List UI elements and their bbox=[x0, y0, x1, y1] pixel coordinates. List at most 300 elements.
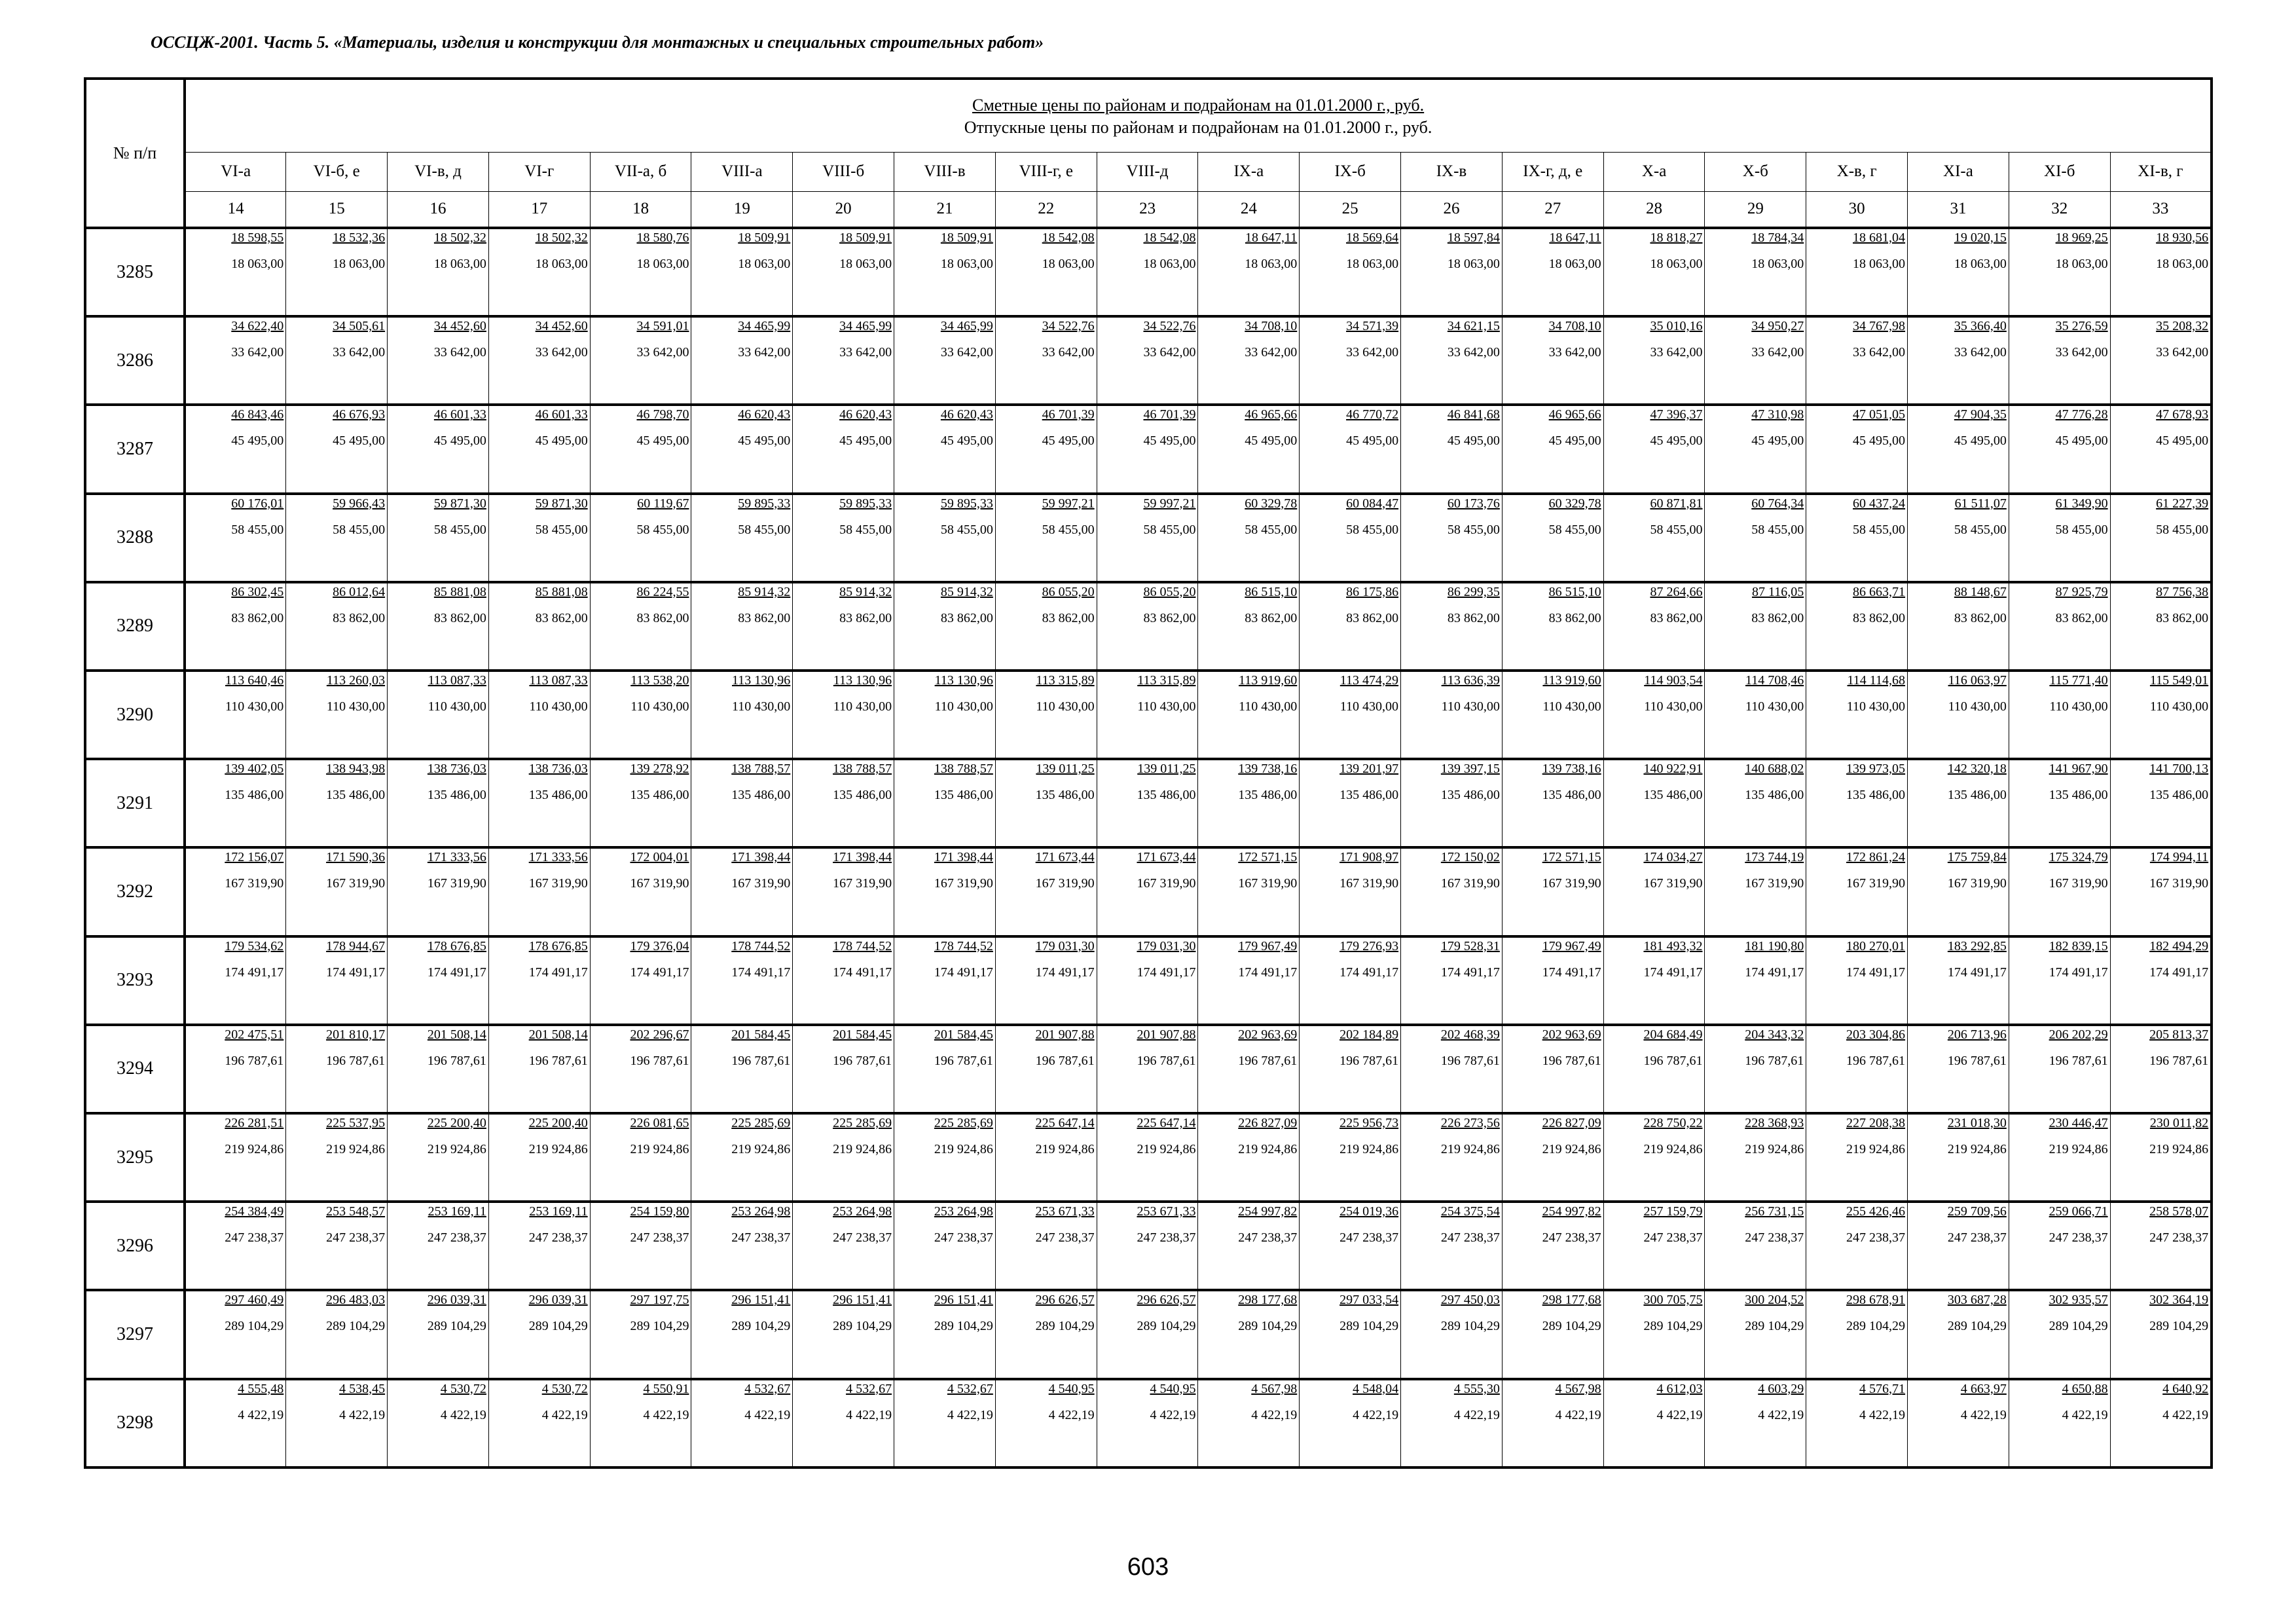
column-label: VI-а bbox=[185, 152, 286, 191]
release-price: 135 486,00 bbox=[1745, 788, 1804, 803]
price-cell bbox=[388, 405, 489, 493]
price-cell bbox=[590, 936, 691, 1025]
column-label: VI-б, е bbox=[286, 152, 388, 191]
estimate-price: 4 540,95 bbox=[1048, 1381, 1095, 1396]
price-cell bbox=[488, 316, 590, 405]
release-price: 110 430,00 bbox=[529, 699, 588, 714]
estimate-price: 172 861,24 bbox=[1846, 850, 1906, 865]
estimate-price: 258 578,07 bbox=[2149, 1204, 2209, 1219]
estimate-price: 202 963,69 bbox=[1542, 1027, 1601, 1042]
estimate-price: 171 673,44 bbox=[1137, 850, 1196, 865]
estimate-price: 254 997,82 bbox=[1542, 1204, 1601, 1219]
estimate-price: 87 116,05 bbox=[1751, 584, 1804, 599]
price-cell bbox=[1908, 1290, 2009, 1378]
release-price: 289 104,29 bbox=[326, 1319, 386, 1334]
table-row bbox=[85, 1113, 2212, 1202]
price-cell bbox=[1705, 316, 1806, 405]
release-price: 174 491,17 bbox=[225, 965, 284, 980]
estimate-price: 34 452,60 bbox=[535, 319, 588, 334]
price-cell bbox=[185, 494, 286, 582]
estimate-price: 298 177,68 bbox=[1238, 1293, 1298, 1308]
column-label: XI-в, г bbox=[2110, 152, 2212, 191]
column-number: 22 bbox=[995, 191, 1097, 228]
release-price: 247 238,37 bbox=[326, 1230, 386, 1246]
price-cell bbox=[2009, 582, 2110, 671]
estimate-price: 204 684,49 bbox=[1643, 1027, 1703, 1042]
release-price: 110 430,00 bbox=[732, 699, 791, 714]
release-price: 174 491,17 bbox=[934, 965, 993, 980]
price-cell bbox=[1908, 1113, 2009, 1202]
release-price: 18 063,00 bbox=[1751, 257, 1804, 271]
release-price: 135 486,00 bbox=[1137, 788, 1196, 803]
price-cell bbox=[590, 759, 691, 847]
estimate-price: 181 493,32 bbox=[1643, 938, 1703, 953]
price-table bbox=[84, 77, 2213, 1469]
release-price: 219 924,86 bbox=[528, 1142, 588, 1157]
price-cell bbox=[1300, 759, 1401, 847]
release-price: 135 486,00 bbox=[1035, 788, 1095, 803]
price-cell bbox=[286, 582, 388, 671]
column-number: 29 bbox=[1705, 191, 1806, 228]
release-price: 247 238,37 bbox=[2149, 1230, 2209, 1246]
estimate-price: 259 066,71 bbox=[2049, 1204, 2108, 1219]
price-cell bbox=[185, 316, 286, 405]
price-cell bbox=[793, 1113, 894, 1202]
price-cell bbox=[1806, 1113, 1908, 1202]
release-price: 45 495,00 bbox=[2055, 434, 2108, 449]
estimate-price: 113 474,29 bbox=[1339, 673, 1399, 688]
release-price: 110 430,00 bbox=[833, 699, 892, 714]
estimate-price: 4 530,72 bbox=[541, 1381, 588, 1396]
estimate-price: 253 671,33 bbox=[1137, 1204, 1196, 1219]
release-price: 33 642,00 bbox=[636, 345, 689, 360]
estimate-price: 4 650,88 bbox=[2062, 1381, 2108, 1396]
price-cell bbox=[1401, 936, 1503, 1025]
price-cell bbox=[1806, 316, 1908, 405]
column-label: VI-г bbox=[488, 152, 590, 191]
price-cell bbox=[1502, 1113, 1603, 1202]
column-number: 25 bbox=[1300, 191, 1401, 228]
price-cell bbox=[1300, 1202, 1401, 1290]
release-price: 196 787,61 bbox=[833, 1053, 892, 1068]
estimate-price: 18 580,76 bbox=[636, 231, 689, 245]
release-price: 83 862,00 bbox=[535, 610, 588, 625]
price-cell bbox=[1300, 228, 1401, 316]
release-price: 18 063,00 bbox=[1245, 257, 1298, 271]
price-cell bbox=[1806, 936, 1908, 1025]
release-price: 45 495,00 bbox=[839, 434, 892, 449]
price-cell bbox=[388, 1113, 489, 1202]
estimate-price: 202 475,51 bbox=[225, 1027, 284, 1042]
estimate-price: 59 997,21 bbox=[1042, 496, 1095, 511]
release-price: 167 319,90 bbox=[833, 876, 892, 891]
release-price: 58 455,00 bbox=[839, 522, 892, 537]
estimate-price: 4 663,97 bbox=[1960, 1381, 2007, 1396]
price-cell bbox=[185, 1379, 286, 1467]
release-price: 83 862,00 bbox=[2055, 610, 2108, 625]
release-price: 174 491,17 bbox=[1542, 965, 1601, 980]
release-price: 4 422,19 bbox=[1048, 1407, 1095, 1422]
price-cell bbox=[185, 847, 286, 936]
release-price: 196 787,61 bbox=[1947, 1053, 2007, 1068]
estimate-price: 178 744,52 bbox=[934, 938, 993, 953]
column-label: X-в, г bbox=[1806, 152, 1908, 191]
price-cell bbox=[1806, 405, 1908, 493]
price-cell bbox=[1300, 936, 1401, 1025]
estimate-price: 181 190,80 bbox=[1745, 938, 1804, 953]
release-price: 135 486,00 bbox=[934, 788, 993, 803]
price-cell bbox=[2009, 1379, 2110, 1467]
price-cell bbox=[388, 936, 489, 1025]
price-cell bbox=[1198, 1379, 1300, 1467]
estimate-price: 46 843,46 bbox=[231, 407, 284, 422]
price-cell bbox=[1603, 671, 1705, 759]
release-price: 58 455,00 bbox=[1954, 522, 2007, 537]
table-row bbox=[85, 1379, 2212, 1467]
price-cell bbox=[1502, 1202, 1603, 1290]
release-price: 18 063,00 bbox=[333, 257, 386, 271]
estimate-price: 88 148,67 bbox=[1954, 584, 2007, 599]
price-cell bbox=[995, 847, 1097, 936]
estimate-price: 18 509,91 bbox=[940, 231, 993, 245]
release-price: 83 862,00 bbox=[940, 610, 993, 625]
estimate-price: 47 051,05 bbox=[1853, 407, 1906, 422]
release-price: 33 642,00 bbox=[940, 345, 993, 360]
estimate-price: 296 151,41 bbox=[833, 1293, 892, 1308]
release-price: 58 455,00 bbox=[636, 522, 689, 537]
release-price: 18 063,00 bbox=[1042, 257, 1095, 271]
release-price: 174 491,17 bbox=[1137, 965, 1196, 980]
estimate-price: 4 567,98 bbox=[1555, 1381, 1601, 1396]
price-cell bbox=[388, 316, 489, 405]
estimate-price: 86 302,45 bbox=[231, 584, 284, 599]
price-cell bbox=[1603, 582, 1705, 671]
estimate-price: 4 612,03 bbox=[1656, 1381, 1703, 1396]
price-cell bbox=[1198, 1290, 1300, 1378]
row-number: 3289 bbox=[85, 582, 185, 671]
estimate-price: 34 622,40 bbox=[231, 319, 284, 334]
estimate-price: 116 063,97 bbox=[1948, 673, 2007, 688]
price-cell bbox=[2110, 847, 2212, 936]
estimate-price: 225 647,14 bbox=[1137, 1116, 1196, 1131]
release-price: 167 319,90 bbox=[225, 876, 284, 891]
release-price: 289 104,29 bbox=[1339, 1319, 1399, 1334]
row-number: 3288 bbox=[85, 494, 185, 582]
release-price: 18 063,00 bbox=[1650, 257, 1703, 271]
price-cell bbox=[793, 936, 894, 1025]
release-price: 174 491,17 bbox=[2049, 965, 2108, 980]
estimate-price: 139 397,15 bbox=[1440, 762, 1500, 777]
price-cell bbox=[793, 405, 894, 493]
price-cell bbox=[1198, 405, 1300, 493]
price-cell bbox=[2110, 1290, 2212, 1378]
estimate-price: 46 770,72 bbox=[1346, 407, 1399, 422]
release-price: 58 455,00 bbox=[1853, 522, 1906, 537]
estimate-price: 113 130,96 bbox=[934, 673, 993, 688]
estimate-price: 34 522,76 bbox=[1042, 319, 1095, 334]
column-label: VIII-д bbox=[1097, 152, 1198, 191]
release-price: 45 495,00 bbox=[333, 434, 386, 449]
estimate-price: 138 736,03 bbox=[528, 762, 588, 777]
release-price: 45 495,00 bbox=[433, 434, 486, 449]
price-cell bbox=[995, 582, 1097, 671]
price-cell bbox=[2009, 847, 2110, 936]
row-number-header: № п/п bbox=[85, 79, 185, 228]
release-price: 33 642,00 bbox=[1447, 345, 1500, 360]
release-price: 247 238,37 bbox=[1745, 1230, 1804, 1246]
release-price: 110 430,00 bbox=[1137, 699, 1196, 714]
estimate-price: 47 310,98 bbox=[1751, 407, 1804, 422]
release-price: 174 491,17 bbox=[833, 965, 892, 980]
price-cell bbox=[488, 1202, 590, 1290]
estimate-price: 4 555,48 bbox=[238, 1381, 284, 1396]
estimate-price: 231 018,30 bbox=[1947, 1116, 2007, 1131]
release-price: 110 430,00 bbox=[1948, 699, 2007, 714]
estimate-price: 60 329,78 bbox=[1245, 496, 1298, 511]
estimate-price: 202 468,39 bbox=[1440, 1027, 1500, 1042]
release-price: 4 422,19 bbox=[1453, 1407, 1500, 1422]
price-cell bbox=[388, 1379, 489, 1467]
estimate-price: 4 555,30 bbox=[1453, 1381, 1500, 1396]
release-price: 174 491,17 bbox=[528, 965, 588, 980]
estimate-price: 225 285,69 bbox=[833, 1116, 892, 1131]
price-cell bbox=[1705, 1202, 1806, 1290]
price-cell bbox=[894, 405, 996, 493]
release-price: 289 104,29 bbox=[1643, 1319, 1703, 1334]
price-cell bbox=[691, 494, 793, 582]
estimate-price: 18 647,11 bbox=[1245, 231, 1298, 245]
estimate-price: 203 304,86 bbox=[1846, 1027, 1906, 1042]
estimate-price: 296 039,31 bbox=[427, 1293, 486, 1308]
release-price: 219 924,86 bbox=[1137, 1142, 1196, 1157]
price-cell bbox=[388, 847, 489, 936]
price-cell bbox=[691, 316, 793, 405]
estimate-price: 171 333,56 bbox=[528, 850, 588, 865]
release-price: 4 422,19 bbox=[238, 1407, 284, 1422]
estimate-price: 4 550,91 bbox=[643, 1381, 689, 1396]
estimate-price: 18 818,27 bbox=[1650, 231, 1703, 245]
price-cell bbox=[793, 228, 894, 316]
price-cell bbox=[1300, 1290, 1401, 1378]
estimate-price: 60 329,78 bbox=[1548, 496, 1601, 511]
estimate-price: 230 011,82 bbox=[2149, 1116, 2209, 1131]
estimate-price: 253 264,98 bbox=[934, 1204, 993, 1219]
release-price: 58 455,00 bbox=[333, 522, 386, 537]
release-price: 289 104,29 bbox=[427, 1319, 486, 1334]
estimate-price: 34 571,39 bbox=[1346, 319, 1399, 334]
estimate-price: 18 598,55 bbox=[231, 231, 284, 245]
release-price: 18 063,00 bbox=[231, 257, 284, 271]
price-cell bbox=[1198, 316, 1300, 405]
price-cell bbox=[894, 936, 996, 1025]
release-price: 33 642,00 bbox=[1853, 345, 1906, 360]
release-price: 45 495,00 bbox=[1042, 434, 1095, 449]
estimate-price: 34 708,10 bbox=[1245, 319, 1298, 334]
release-price: 110 430,00 bbox=[1745, 699, 1804, 714]
release-price: 110 430,00 bbox=[428, 699, 486, 714]
price-cell bbox=[1603, 405, 1705, 493]
release-price: 289 104,29 bbox=[934, 1319, 993, 1334]
release-price: 135 486,00 bbox=[731, 788, 791, 803]
release-price: 289 104,29 bbox=[2149, 1319, 2209, 1334]
price-cell bbox=[2110, 582, 2212, 671]
price-cell bbox=[1300, 316, 1401, 405]
release-price: 174 491,17 bbox=[2149, 965, 2209, 980]
release-prices-title: Отпускные цены по районам и подрайонам на 01.01.2000 г., руб. bbox=[964, 117, 1432, 137]
release-price: 18 063,00 bbox=[535, 257, 588, 271]
table-row bbox=[85, 759, 2212, 847]
release-price: 83 862,00 bbox=[1853, 610, 1906, 625]
release-price: 4 422,19 bbox=[541, 1407, 588, 1422]
price-cell bbox=[691, 1025, 793, 1113]
estimate-price: 18 532,36 bbox=[333, 231, 386, 245]
estimate-price: 18 502,32 bbox=[535, 231, 588, 245]
price-cell bbox=[1198, 671, 1300, 759]
release-price: 174 491,17 bbox=[1643, 965, 1703, 980]
estimate-price: 298 177,68 bbox=[1542, 1293, 1601, 1308]
release-price: 219 924,86 bbox=[1846, 1142, 1906, 1157]
estimate-price: 183 292,85 bbox=[1947, 938, 2007, 953]
price-cell bbox=[488, 1290, 590, 1378]
release-price: 58 455,00 bbox=[2156, 522, 2209, 537]
price-cell bbox=[1401, 1290, 1503, 1378]
price-cell bbox=[894, 582, 996, 671]
estimate-price: 296 626,57 bbox=[1137, 1293, 1196, 1308]
estimate-price: 85 914,32 bbox=[738, 584, 791, 599]
price-cell bbox=[2110, 405, 2212, 493]
price-cell bbox=[590, 1290, 691, 1378]
estimate-price: 4 532,67 bbox=[846, 1381, 892, 1396]
release-price: 289 104,29 bbox=[1238, 1319, 1298, 1334]
estimate-price: 182 494,29 bbox=[2149, 938, 2209, 953]
release-price: 167 319,90 bbox=[630, 876, 689, 891]
release-price: 289 104,29 bbox=[528, 1319, 588, 1334]
release-price: 33 642,00 bbox=[333, 345, 386, 360]
price-cell bbox=[1502, 1290, 1603, 1378]
estimate-price: 85 914,32 bbox=[839, 584, 892, 599]
estimate-price: 179 534,62 bbox=[225, 938, 284, 953]
release-price: 58 455,00 bbox=[1346, 522, 1399, 537]
price-cell bbox=[1198, 1025, 1300, 1113]
release-price: 4 422,19 bbox=[440, 1407, 486, 1422]
estimate-price: 179 031,30 bbox=[1137, 938, 1196, 953]
column-label: VIII-а bbox=[691, 152, 793, 191]
estimate-price: 18 569,64 bbox=[1346, 231, 1399, 245]
price-cell bbox=[1401, 1025, 1503, 1113]
estimate-price: 254 159,80 bbox=[630, 1204, 689, 1219]
estimate-price: 300 705,75 bbox=[1643, 1293, 1703, 1308]
table-row bbox=[85, 405, 2212, 493]
estimate-price: 113 087,33 bbox=[529, 673, 588, 688]
table-row bbox=[85, 316, 2212, 405]
release-price: 247 238,37 bbox=[934, 1230, 993, 1246]
estimate-price: 298 678,91 bbox=[1846, 1293, 1906, 1308]
release-price: 219 924,86 bbox=[2149, 1142, 2209, 1157]
estimate-price: 180 270,01 bbox=[1846, 938, 1906, 953]
release-price: 289 104,29 bbox=[1035, 1319, 1095, 1334]
price-cell bbox=[1097, 1379, 1198, 1467]
price-cell bbox=[590, 494, 691, 582]
release-price: 45 495,00 bbox=[1447, 434, 1500, 449]
table-row bbox=[85, 582, 2212, 671]
estimate-price: 225 200,40 bbox=[528, 1116, 588, 1131]
release-price: 219 924,86 bbox=[2049, 1142, 2108, 1157]
estimate-price: 140 922,91 bbox=[1643, 762, 1703, 777]
estimate-price: 179 031,30 bbox=[1035, 938, 1095, 953]
release-price: 289 104,29 bbox=[1137, 1319, 1196, 1334]
release-price: 33 642,00 bbox=[231, 345, 284, 360]
price-cell bbox=[1705, 405, 1806, 493]
estimate-price: 19 020,15 bbox=[1954, 231, 2007, 245]
price-cell bbox=[488, 494, 590, 582]
estimate-price: 46 841,68 bbox=[1447, 407, 1500, 422]
release-price: 219 924,86 bbox=[1238, 1142, 1298, 1157]
estimate-price: 34 452,60 bbox=[433, 319, 486, 334]
price-cell bbox=[894, 1025, 996, 1113]
row-number: 3290 bbox=[85, 671, 185, 759]
release-price: 219 924,86 bbox=[326, 1142, 386, 1157]
release-price: 167 319,90 bbox=[1137, 876, 1196, 891]
release-price: 33 642,00 bbox=[839, 345, 892, 360]
price-cell bbox=[1401, 671, 1503, 759]
column-label: X-б bbox=[1705, 152, 1806, 191]
estimate-price: 60 437,24 bbox=[1853, 496, 1906, 511]
price-cell bbox=[793, 1025, 894, 1113]
price-cell bbox=[1806, 1202, 1908, 1290]
estimate-price: 138 788,57 bbox=[731, 762, 791, 777]
column-label: VIII-в bbox=[894, 152, 996, 191]
estimate-price: 256 731,15 bbox=[1745, 1204, 1804, 1219]
estimate-price: 4 532,67 bbox=[947, 1381, 993, 1396]
price-cell bbox=[691, 847, 793, 936]
release-price: 196 787,61 bbox=[1137, 1053, 1196, 1068]
estimate-price: 34 465,99 bbox=[940, 319, 993, 334]
price-cell bbox=[2110, 316, 2212, 405]
price-cell bbox=[1806, 1379, 1908, 1467]
estimate-price: 18 542,08 bbox=[1042, 231, 1095, 245]
price-cell bbox=[1401, 582, 1503, 671]
release-price: 167 319,90 bbox=[2149, 876, 2209, 891]
price-cell bbox=[388, 1202, 489, 1290]
release-price: 83 862,00 bbox=[738, 610, 791, 625]
release-price: 167 319,90 bbox=[934, 876, 993, 891]
estimate-price: 18 542,08 bbox=[1143, 231, 1196, 245]
release-price: 167 319,90 bbox=[427, 876, 486, 891]
price-cell bbox=[2110, 1113, 2212, 1202]
price-cell bbox=[894, 1202, 996, 1290]
price-cell bbox=[286, 671, 388, 759]
estimate-price: 114 903,54 bbox=[1644, 673, 1703, 688]
estimate-price: 182 839,15 bbox=[2049, 938, 2108, 953]
price-cell bbox=[590, 1025, 691, 1113]
release-price: 83 862,00 bbox=[1143, 610, 1196, 625]
estimate-price: 113 636,39 bbox=[1441, 673, 1500, 688]
price-cell bbox=[1806, 582, 1908, 671]
release-price: 167 319,90 bbox=[1542, 876, 1601, 891]
release-price: 135 486,00 bbox=[528, 788, 588, 803]
estimate-price: 60 119,67 bbox=[637, 496, 689, 511]
release-price: 83 862,00 bbox=[1245, 610, 1298, 625]
estimate-price: 257 159,79 bbox=[1643, 1204, 1703, 1219]
price-cell bbox=[388, 1025, 489, 1113]
release-price: 289 104,29 bbox=[1440, 1319, 1500, 1334]
estimate-price: 113 640,46 bbox=[225, 673, 284, 688]
price-cell bbox=[185, 759, 286, 847]
release-price: 18 063,00 bbox=[636, 257, 689, 271]
price-cell bbox=[2009, 936, 2110, 1025]
price-cell bbox=[995, 759, 1097, 847]
estimate-price: 225 200,40 bbox=[427, 1116, 486, 1131]
